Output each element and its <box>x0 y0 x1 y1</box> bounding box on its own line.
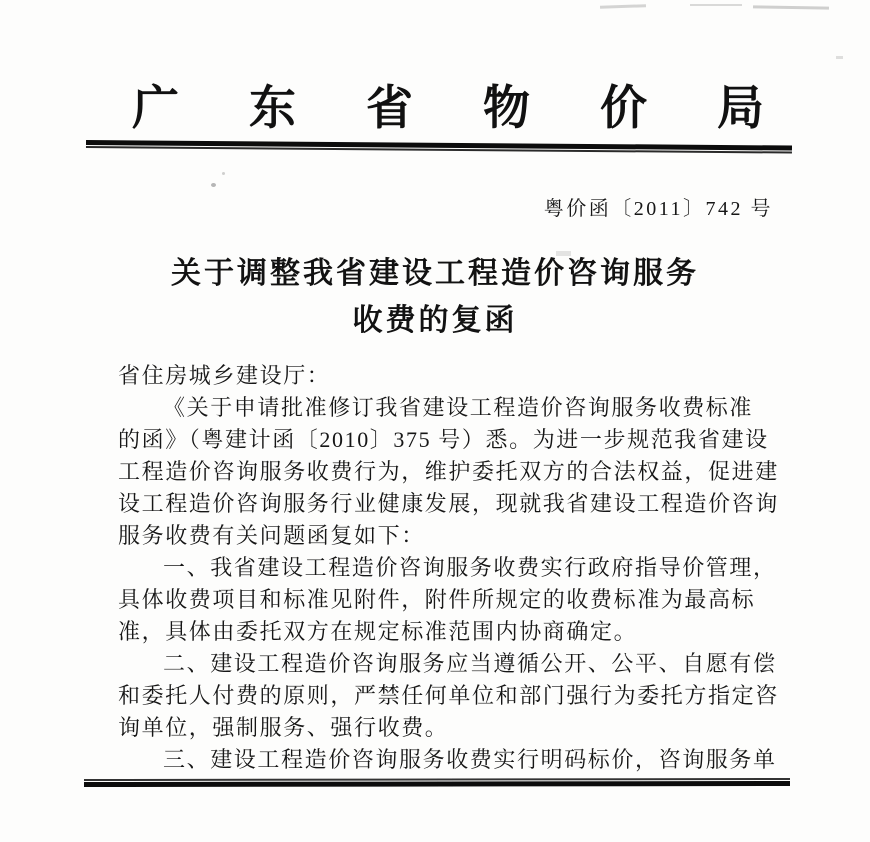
scan-artifact <box>690 4 742 6</box>
body-line-item-3: 三、建设工程造价咨询服务收费实行明码标价，咨询服务单 <box>163 747 777 772</box>
scan-artifact <box>753 5 829 9</box>
document-title-line2: 收费的复函 <box>352 304 518 337</box>
body-line: 工程造价咨询服务收费行为，维护委托双方的合法权益，促进建 <box>118 459 779 484</box>
body-line: 服务收费有关问题函复如下： <box>118 523 425 548</box>
body-line-item-1: 一、我省建设工程造价咨询服务收费实行政府指导价管理， <box>163 555 777 580</box>
body-line-item-2: 二、建设工程造价咨询服务应当遵循公开、公平、自愿有偿 <box>163 651 777 676</box>
body-line: 的函》（粤建计函〔2010〕375 号）悉。为进一步规范我省建设 <box>118 427 769 452</box>
body-line: 具体收费项目和标准见附件，附件所规定的收费标准为最高标 <box>118 587 756 612</box>
document-body <box>118 360 790 776</box>
scan-artifact <box>836 56 843 59</box>
footer-divider <box>84 778 790 787</box>
body-line: 和委托人付费的原则，严禁任何单位和部门强行为委托方指定咨 <box>118 683 779 708</box>
document-title-line1: 关于调整我省建设工程造价咨询服务 <box>171 257 699 290</box>
agency-name: 广东省物价局 <box>132 83 834 135</box>
scan-artifact <box>600 4 646 9</box>
document-title <box>0 256 870 339</box>
body-line-salutation: 省住房城乡建设厅： <box>118 363 331 388</box>
body-line: 询单位，强制服务、强行收费。 <box>118 715 449 740</box>
body-line: 《关于申请批准修订我省建设工程造价咨询服务收费标准 <box>163 395 754 420</box>
scan-artifact <box>222 172 225 175</box>
body-line: 设工程造价咨询服务行业健康发展，现就我省建设工程造价咨询 <box>118 491 779 516</box>
body-line: 准，具体由委托双方在规定标准范围内协商确定。 <box>118 619 638 644</box>
divider-thick-line <box>84 781 790 787</box>
scan-artifact <box>211 183 216 187</box>
document-number: 粤价函〔2011〕742 号 <box>543 198 773 220</box>
letterhead-divider <box>86 140 792 154</box>
